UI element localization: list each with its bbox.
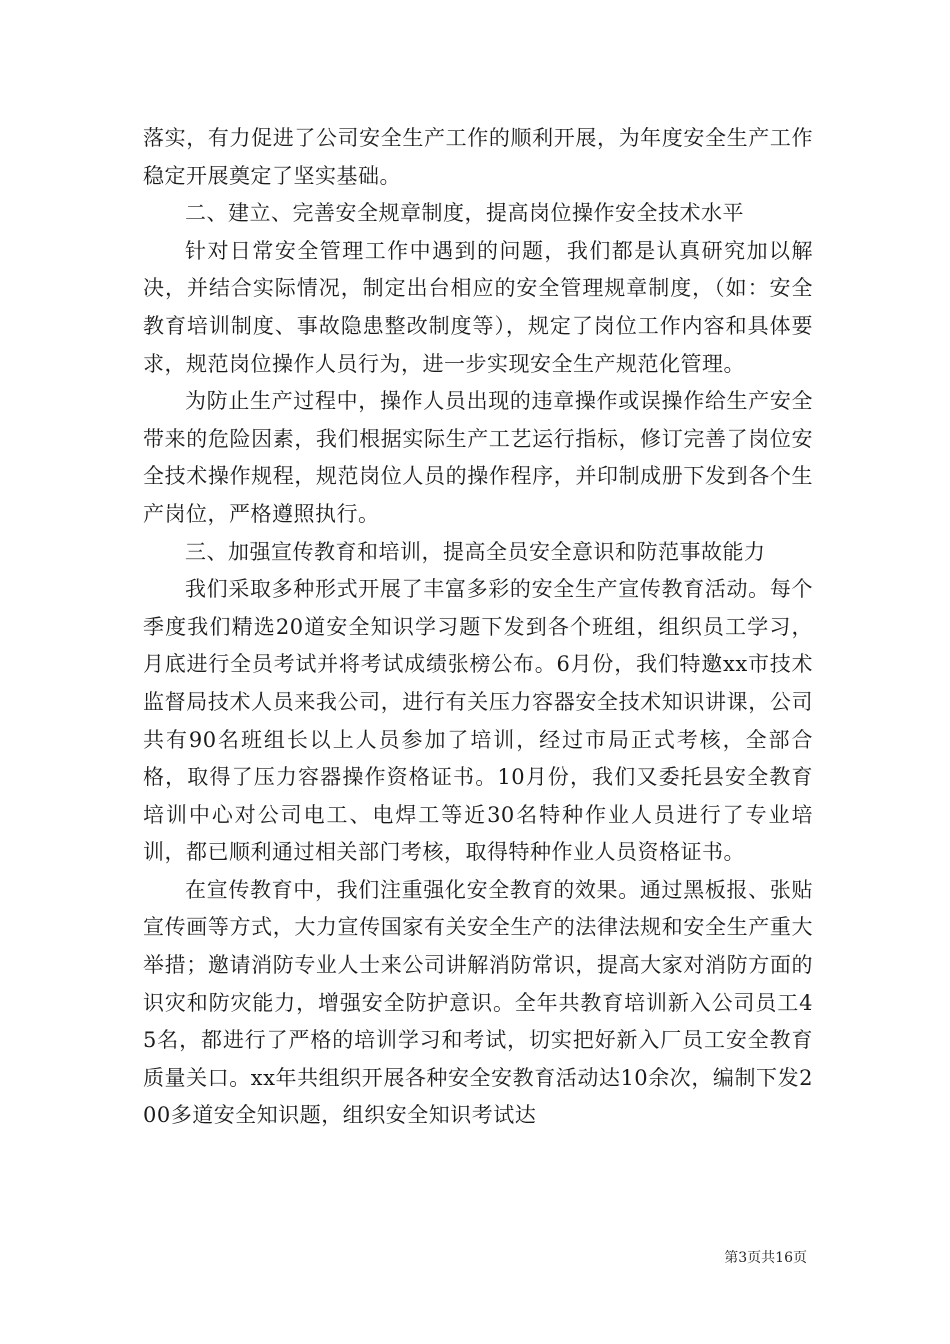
paragraph-procedures: 为防止生产过程中，操作人员出现的违章操作或误操作给生产安全带来的危险因素，我们根据实际生产工艺运行指标，修订完善了岗位安全技术操作规程，规范岗位人员的操作程序，并印制成册下发到各个生产岗位，严格遵照执行。 (143, 389, 813, 526)
paragraph-continuation: 落实，有力促进了公司安全生产工作的顺利开展，为年度安全生产工作稳定开展奠定了坚实基础。 (143, 126, 813, 188)
paragraph-rules: 针对日常安全管理工作中遇到的问题，我们都是认真研究加以解决，并结合实际情况，制定出台相应的安全管理规章制度，（如：安全教育培训制度、事故隐患整改制度等），规定了岗位工作内容和具体要求，规范岗位操作人员行为，进一步实现安全生产规范化管理。 (143, 238, 813, 376)
paragraph-publicity: 在宣传教育中，我们注重强化安全教育的效果。通过黑板报、张贴宣传画等方式，大力宣传国家有关安全生产的法律法规和安全生产重大举措；邀请消防专业人士来公司讲解消防常识，提高大家对消防方面的识灾和防灾能力，增强安全防护意识。全年共教育培训新入公司员工45名，都进行了严格的培训学习和考试，切实把好新入厂员工安全教育质量关口。xx年共组织开展各种安全安教育活动达10余次，编制下发200多道安全知识题，组织安全知识考试达 (143, 877, 813, 1128)
section-heading-3: 三、加强宣传教育和培训，提高全员安全意识和防范事故能力 (185, 539, 766, 564)
page-number-footer: 第3页共16页 (724, 1250, 807, 1266)
paragraph-training: 我们采取多种形式开展了丰富多彩的安全生产宣传教育活动。每个季度我们精选20道安全知识学习题下发到各个班组，组织员工学习，月底进行全员考试并将考试成绩张榜公布。6月份，我们特邀xx市技术监督局技术人员来我公司，进行有关压力容器安全技术知识讲课，公司共有90名班组长以上人员参加了培训，经过市局正式考核，全部合格，取得了压力容器操作资格证书。10月份，我们又委托县安全教育培训中心对公司电工、电焊工等近30名特种作业人员进行了专业培训，都已顺利通过相关部门考核，取得特种作业人员资格证书。 (143, 577, 813, 865)
document-body (143, 120, 813, 1135)
section-heading-2: 二、建立、完善安全规章制度，提高岗位操作安全技术水平 (185, 201, 744, 226)
